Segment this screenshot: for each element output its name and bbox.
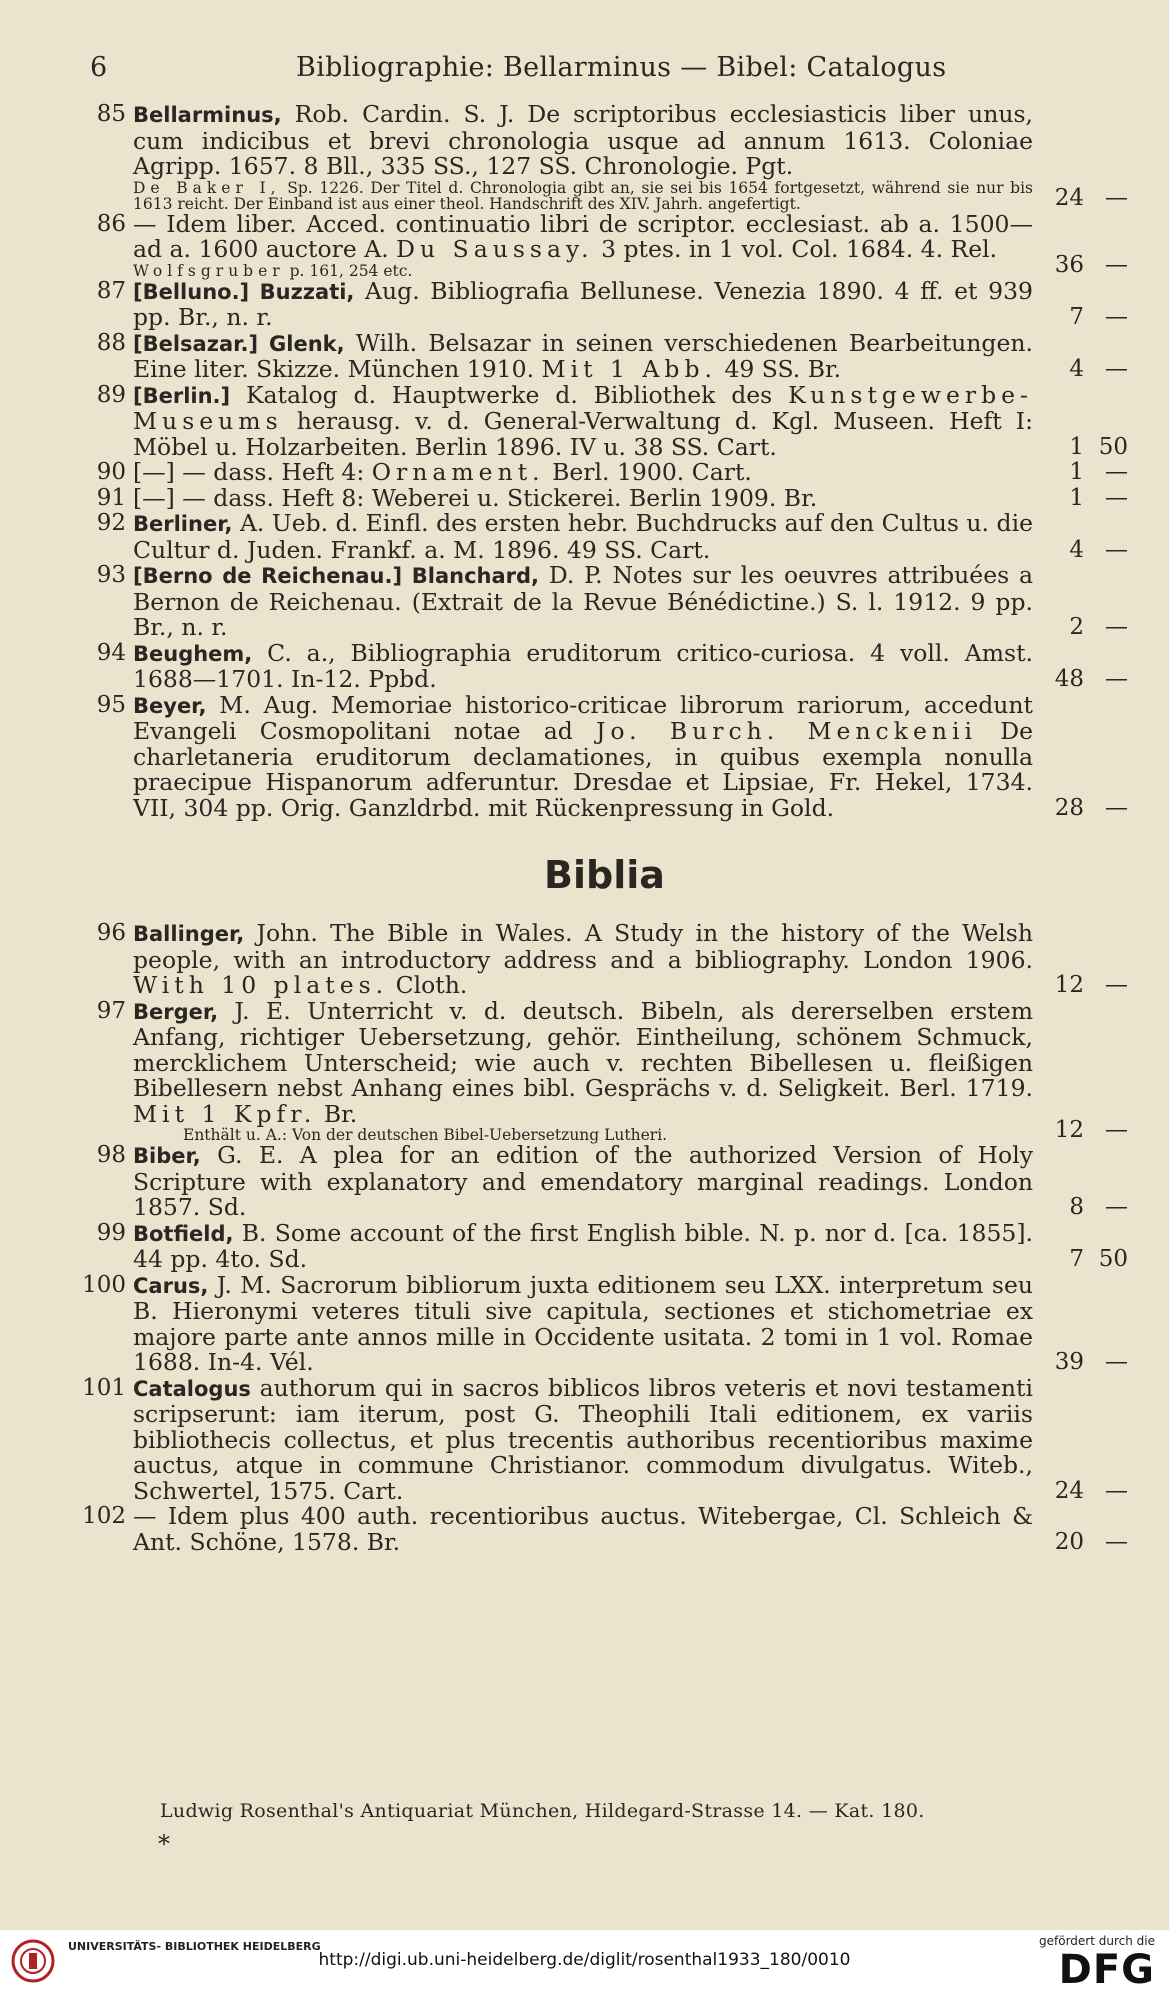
entry-text: — Idem plus 400 auth. recentioribus auctus. Witebergae, Cl. Schleich & Ant. Schöne, 1578. Br. — [133, 1502, 1033, 1556]
price-pfennig: 50 — [1098, 1246, 1128, 1272]
entry-text: C. a., Bibliographia eruditorum critico-curiosa. 4 voll. Amst. 1688—1701. In-12. Ppbd. — [133, 638, 1033, 693]
entry-text-continued: Berl. 1900. Cart. — [544, 458, 752, 486]
price — [1040, 357, 1169, 383]
price-pfennig: — — [1105, 252, 1128, 278]
price-pfennig: — — [1105, 1116, 1128, 1143]
entry-description — [133, 1270, 1033, 1376]
catalog-entry — [0, 1218, 1169, 1273]
author-name: [Belluno.] Buzzati, — [133, 279, 355, 304]
entry-text: Aug. Bibliografia Bellunese. Venezia 1890. 4 ff. et 939 pp. Br., n. r. — [133, 276, 1033, 331]
author-name: Berliner, — [133, 512, 233, 536]
entry-text: A. Ueb. d. Einfl. des ersten hebr. Buchdrucks auf den Cultus u. die Cultur d. Juden. Frankf. a. M. 1896. 49 SS. Cart. — [133, 509, 1033, 564]
entry-description — [133, 209, 1033, 263]
catalog-entry — [0, 1504, 1169, 1555]
catalog-entry — [0, 1143, 1169, 1221]
spaced-text: Du Saussay. — [396, 235, 594, 263]
entry-description — [133, 1373, 1033, 1505]
entry-text-continued: De charletaneria eruditorum declamationes, in quibus exempla nonulla praecipue Hispanorum adferuntur. Dresdae et Lipsiae, Fr. Hekel, 1734. VII, 304 pp. Orig. Ganzldrbd. mit Rückenpressung in Gold. — [133, 717, 1033, 822]
catalog-entry — [0, 921, 1169, 999]
spaced-text: Mit 1 Kpfr. — [133, 1099, 317, 1128]
price-marks: 4 — [1069, 356, 1084, 382]
lot-number: 97 — [96, 997, 126, 1024]
price-pfennig: — — [1105, 1528, 1128, 1555]
lot-number: 87 — [96, 277, 126, 304]
dfg-logo: DFG — [1058, 1947, 1155, 1993]
price-marks: 4 — [1069, 536, 1084, 563]
lot-number: 91 — [96, 484, 126, 511]
entry-text: M. Aug. Memoriae historico-criticae librorum rariorum, accedunt Evangeli Cosmopolitani notae ad — [133, 690, 1033, 745]
price — [1040, 1118, 1169, 1144]
running-title: Bibliographie: Bellarminus — Bibel: Catalogus — [296, 52, 947, 83]
price — [1040, 435, 1169, 461]
lot-number: 95 — [96, 691, 126, 718]
note-reference: Wolfsgruber — [133, 261, 285, 280]
spaced-text: Mit 1 Abb. — [541, 355, 717, 383]
entry-description — [133, 276, 1033, 331]
price-marks: 1 — [1069, 433, 1084, 460]
catalog-entry — [0, 511, 1169, 563]
catalog-entries — [0, 102, 1169, 1555]
price-marks: 1 — [1069, 459, 1084, 485]
price — [1040, 796, 1169, 822]
spaced-text: With 10 plates. — [133, 971, 389, 999]
price — [1040, 1350, 1169, 1376]
catalog-entry — [0, 380, 1169, 461]
spaced-text: Ornament. — [371, 458, 545, 486]
catalog-entry — [0, 276, 1169, 331]
author-name: Catalogus — [133, 1376, 251, 1401]
entry-description — [133, 1143, 1033, 1221]
entry-list-biblia — [0, 921, 1169, 1555]
entry-text: [—] — dass. Heft 8: Weberei u. Stickerei. Berlin 1909. Br. — [133, 483, 818, 512]
price — [1040, 186, 1169, 212]
entry-text: authorum qui in sacros biblicos libros veteris et novi testamenti scripserunt: iam iterum, post G. Theophili Itali editionem, ex variis bibliothecis collectus, et plus trecentis authoribus recentioribus maxime auctus, atque in commune Christianor. commodum divulgatus. Witeb., Schwertel, 1575. Cart. — [133, 1373, 1033, 1505]
lot-number: 90 — [96, 459, 126, 485]
price-pfennig: — — [1105, 304, 1128, 330]
price-marks: 24 — [1054, 185, 1084, 211]
entry-list-bibliographie — [0, 102, 1169, 821]
price-pfennig: 50 — [1098, 433, 1128, 460]
note-reference: De Baker I, — [133, 178, 281, 197]
price-marks: 1 — [1069, 484, 1084, 511]
price-marks: 20 — [1054, 1528, 1084, 1555]
entry-text-continued: herausg. v. d. General-Verwaltung d. Kgl. Museen. Heft I: Möbel u. Holzarbeiten. Berlin 1896. IV u. 38 SS. Cart. — [133, 407, 1033, 461]
entry-description — [133, 483, 1033, 512]
author-name: [Berno de Reichenau.] Blanchard, — [133, 564, 540, 588]
lot-number: 101 — [82, 1374, 126, 1401]
catalog-entry — [0, 563, 1169, 641]
entry-text: J. E. Unterricht v. d. deutsch. Bibeln, als dererselben erstem Anfang, richtiger Uebersetzung, gehör. Eintheilung, schönem Schmuck, mercklichem Unterscheid; wie auch v. rechten Bibellesen u. fleißigen Bibellesern nebst Anhang eines bibl. Gesprächs v. d. Seligkeit. Berl. 1719. — [133, 996, 1033, 1102]
lot-number: 100 — [82, 1271, 126, 1298]
author-name: Beughem, — [133, 641, 253, 666]
catalog-entry — [0, 690, 1169, 822]
price-pfennig: — — [1105, 794, 1128, 821]
price — [1040, 1530, 1169, 1556]
entry-description — [133, 638, 1033, 693]
entry-text: Katalog d. Hauptwerke d. Bibliothek des — [230, 380, 789, 409]
entry-text: Wilh. Belsazar in seinen verschiedenen Bearbeitungen. Eine liter. Skizze. München 1910. — [133, 328, 1033, 383]
lot-number: 98 — [96, 1142, 126, 1168]
author-name: Beyer, — [133, 693, 207, 718]
entry-text: J. M. Sacrorum bibliorum juxta editionem seu LXX. interpretum seu B. Hieronymi veteres tituli sive capitula, sectiones et stichometriae ex majore parte ante annos mille in Occidente usitata. 2 tomi in 1 vol. Romae 1688. In-4. Vél. — [133, 1270, 1033, 1376]
price — [1040, 305, 1169, 331]
entry-text: G. E. A plea for an edition of the authorized Version of Holy Scripture with explanatory and emendatory marginal readings. London 1857. Sd. — [133, 1141, 1033, 1221]
library-logo-text: UNIVERSITÄTS- BIBLIOTHEK HEIDELBERG — [68, 1940, 321, 1953]
price-pfennig: — — [1105, 666, 1128, 692]
entry-text: [—] — dass. Heft 4: — [133, 458, 372, 486]
entry-text-continued: Cloth. — [388, 971, 468, 999]
section-title-biblia: Biblia — [544, 853, 665, 897]
price-marks: 2 — [1069, 614, 1084, 640]
note-text: p. 161, 254 etc. — [284, 261, 413, 280]
lot-number: 93 — [96, 562, 126, 588]
price-marks: 39 — [1054, 1349, 1084, 1375]
spaced-text: Jo. Burch. Menckenii — [596, 717, 978, 745]
page-number: 6 — [90, 52, 108, 83]
entry-text: D. P. Notes sur les oeuvres attribuées a Bernon de Reichenau. (Extrait de la Revue Bénédictine.) S. l. 1912. 9 pp. Br., n. r. — [133, 561, 1033, 641]
price-pfennig: — — [1105, 459, 1128, 485]
author-name: Ballinger, — [133, 922, 245, 946]
entry-description — [133, 328, 1033, 383]
permalink-url[interactable]: http://digi.ub.uni-heidelberg.de/diglit/rosenthal1933_180/0010 — [318, 1950, 851, 1970]
lot-number: 86 — [96, 210, 126, 237]
price-pfennig: — — [1105, 972, 1128, 998]
funder-caption: gefördert durch die — [1039, 1934, 1155, 1948]
price-pfennig: — — [1105, 356, 1128, 382]
price-marks: 28 — [1054, 794, 1084, 821]
entry-description — [133, 511, 1033, 563]
note-text: Sp. 1226. Der Titel d. Chronologia gibt an, sie sei bis 1654 fortgesetzt, während sie nur bis 1613 reicht. Der Einband ist aus einer theol. Handschrift des XIV. Jahrh. angefertigt. — [133, 178, 1033, 213]
lot-number: 92 — [96, 510, 126, 536]
entry-text: John. The Bible in Wales. A Study in the history of the Welsh people, with an introductory address and a bibliography. London 1906. — [133, 919, 1033, 974]
entry-text: Rob. Cardin. S. J. De scriptoribus ecclesiasticis liber unus, cum indicibus et brevi chronologia usque ad annum 1613. Coloniae Agripp. 1657. 8 Bll., 335 SS., 127 SS. Chronologie. Pgt. — [133, 100, 1033, 180]
lot-number: 89 — [96, 381, 126, 408]
catalog-entry — [0, 1270, 1169, 1376]
entry-text-continued: 3 ptes. in 1 vol. Col. 1684. 4. Rel. — [593, 235, 998, 263]
catalog-entry — [0, 460, 1169, 486]
price-pfennig: — — [1105, 1477, 1128, 1504]
entry-description — [133, 996, 1033, 1128]
digitization-footer-bar — [0, 1930, 1169, 1996]
catalog-entry — [0, 328, 1169, 383]
price — [1040, 538, 1169, 564]
publisher-imprint: Ludwig Rosenthal's Antiquariat München, Hildegard-Strasse 14. — Kat. 180. — [160, 1800, 925, 1822]
price — [1040, 615, 1169, 641]
entry-note — [133, 180, 1033, 212]
price-pfennig: — — [1105, 484, 1128, 511]
lot-number: 88 — [96, 329, 126, 356]
entry-text: B. Some account of the first English bible. N. p. nor d. [ca. 1855]. 44 pp. 4to. Sd. — [133, 1218, 1033, 1273]
entry-text-continued: 49 SS. Br. — [716, 355, 842, 383]
author-name: Berger, — [133, 999, 219, 1024]
author-name: Botfield, — [133, 1221, 234, 1246]
lot-number: 102 — [82, 1503, 126, 1529]
spaced-text: Kunstgewerbe-Museums — [133, 380, 1033, 435]
price — [1040, 667, 1169, 693]
price — [1040, 973, 1169, 999]
price-marks: 12 — [1054, 972, 1084, 998]
price — [1040, 253, 1169, 279]
price — [1040, 1247, 1169, 1273]
price — [1040, 1195, 1169, 1221]
entry-description — [133, 102, 1033, 180]
note-text: Enthält u. A.: Von der deutschen Bibel-Uebersetzung Lutheri. — [183, 1126, 668, 1144]
entry-description — [133, 1218, 1033, 1273]
catalog-entry — [0, 1373, 1169, 1505]
entry-text-continued: Br. — [316, 1099, 358, 1128]
catalog-entry — [0, 102, 1169, 212]
price-marks: 36 — [1054, 252, 1084, 278]
price-pfennig: — — [1105, 185, 1128, 211]
imprint-mark: * — [158, 1830, 170, 1858]
lot-number: 96 — [96, 920, 126, 946]
entry-description — [133, 460, 1033, 486]
price-pfennig: — — [1105, 1194, 1128, 1220]
price-marks: 24 — [1054, 1477, 1084, 1504]
catalog-entry — [0, 638, 1169, 693]
price — [1040, 486, 1169, 512]
price-marks: 12 — [1054, 1116, 1084, 1143]
price-pfennig: — — [1105, 614, 1128, 640]
entry-description — [133, 921, 1033, 999]
author-name: Bellarminus, — [133, 103, 282, 127]
entry-description — [133, 690, 1033, 822]
catalog-entry — [0, 209, 1169, 280]
entry-description — [133, 1504, 1033, 1555]
entry-description — [133, 380, 1033, 461]
price-marks: 48 — [1054, 666, 1084, 692]
lot-number: 99 — [96, 1219, 126, 1246]
price — [1040, 460, 1169, 486]
catalog-entry — [0, 483, 1169, 512]
price — [1040, 1479, 1169, 1505]
catalog-entry — [0, 996, 1169, 1144]
price-marks: 7 — [1069, 1246, 1084, 1272]
lot-number: 85 — [96, 101, 126, 127]
author-name: Carus, — [133, 1273, 209, 1298]
price-pfennig: — — [1105, 1349, 1128, 1375]
author-name: [Belsazar.] Glenk, — [133, 331, 345, 356]
entry-description — [133, 563, 1033, 641]
price-marks: 7 — [1069, 304, 1084, 330]
author-name: Biber, — [133, 1144, 201, 1168]
price-marks: 8 — [1069, 1194, 1084, 1220]
price-pfennig: — — [1105, 536, 1128, 563]
lot-number: 94 — [96, 639, 126, 666]
entry-text: — Idem liber. Acced. continuatio libri de scriptor. ecclesiast. ab a. 1500—ad a. 1600 auctore A. — [133, 209, 1033, 263]
author-name: [Berlin.] — [133, 383, 231, 408]
